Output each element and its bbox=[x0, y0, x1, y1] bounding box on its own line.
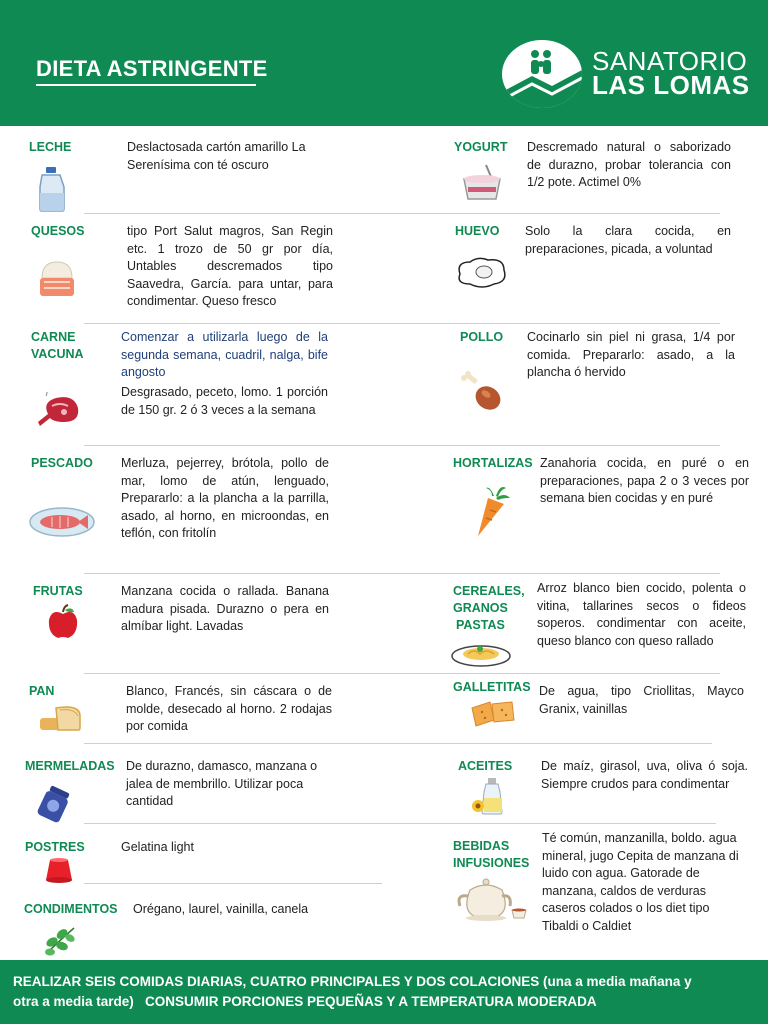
row-divider bbox=[84, 445, 720, 446]
label-galletitas: GALLETITAS bbox=[453, 680, 531, 694]
text-hortalizas: Zanahoria cocida, en puré o en preparaciones, papa 2 o 3 veces por semana bien cocidas y en puré bbox=[540, 456, 749, 505]
label-postres: POSTRES bbox=[25, 840, 85, 854]
label-mermeladas: MERMELADAS bbox=[25, 759, 115, 773]
carrot-icon bbox=[470, 484, 514, 538]
brand-name-line1: SANATORIO bbox=[592, 46, 748, 76]
sanatorio-logo-icon bbox=[502, 40, 582, 108]
row-divider bbox=[84, 573, 720, 574]
chicken-leg-icon bbox=[458, 368, 504, 414]
herbs-icon bbox=[40, 920, 80, 958]
cheese-icon bbox=[34, 256, 80, 302]
label-yogurt: YOGURT bbox=[454, 140, 508, 154]
footer-banner bbox=[0, 960, 768, 1024]
pasta-plate-icon bbox=[450, 638, 512, 668]
apple-icon bbox=[46, 604, 80, 640]
label-pollo: POLLO bbox=[460, 330, 504, 344]
row-divider bbox=[84, 883, 382, 884]
text-cereales: Arroz blanco bien cocido, polenta o vitina, tallarines secos o fideos soperos. condimentar con aceite, queso blanco con queso rallado bbox=[537, 581, 746, 648]
label-cereales: CEREALES, bbox=[453, 584, 525, 598]
oil-bottle-icon bbox=[468, 776, 508, 816]
label-bebidas: BEBIDAS bbox=[453, 839, 510, 853]
text-galletitas: De agua, tipo Criollitas, Mayco Granix, vainillas bbox=[539, 684, 744, 716]
label-leche: LECHE bbox=[29, 140, 72, 154]
label-pescado: PESCADO bbox=[31, 456, 93, 470]
label-quesos: QUESOS bbox=[31, 224, 85, 238]
text-quesos: tipo Port Salut magros, San Regin etc. 1 trozo de 50 gr por día, Untables descremados tipo Saavedra, García. para untar, para condimentar. Queso fresco bbox=[127, 224, 333, 308]
row-divider bbox=[84, 743, 712, 744]
text-aceites: De maíz, girasol, uva, oliva ó soja. Siempre crudos para condimentar bbox=[541, 759, 748, 791]
label-condimentos: CONDIMENTOS bbox=[24, 902, 118, 916]
label-pastas: PASTAS bbox=[456, 618, 505, 632]
label-frutas: FRUTAS bbox=[33, 584, 83, 598]
footer-line-2: otra a media tarde) CONSUMIR PORCIONES PEQUEÑAS Y A TEMPERATURA MODERADA bbox=[13, 994, 597, 1009]
text-leche: Deslactosada cartón amarillo La Serenísima con té oscuro bbox=[127, 140, 306, 172]
fish-plate-icon bbox=[28, 504, 96, 540]
footer-line-1: REALIZAR SEIS COMIDAS DIARIAS, CUATRO PRINCIPALES Y DOS COLACIONES (una a media mañana y bbox=[13, 974, 692, 989]
brand-name-line2: LAS LOMAS bbox=[592, 70, 750, 100]
label-hortalizas: HORTALIZAS bbox=[453, 456, 533, 470]
header-banner bbox=[0, 0, 768, 126]
text-pan: Blanco, Francés, sin cáscara o de molde, desecado al horno. 2 rodajas por comida bbox=[126, 684, 332, 733]
label-pan: PAN bbox=[29, 684, 55, 698]
text-carne-note: Comenzar a utilizarla luego de la segunda semana, cuadril, nalga, bife angosto bbox=[121, 330, 328, 379]
text-yogurt: Descremado natural o saborizado de durazno, probar tolerancia con 1/2 pote. Actimel 0% bbox=[527, 140, 731, 189]
label-vacuna: VACUNA bbox=[31, 347, 84, 361]
yogurt-cup-icon bbox=[458, 163, 506, 203]
crackers-icon bbox=[470, 698, 516, 728]
teapot-icon bbox=[456, 876, 530, 924]
text-mermeladas: De durazno, damasco, manzana o jalea de membrillo. Utilizar poca cantidad bbox=[126, 759, 318, 808]
text-bebidas: Té común, manzanilla, boldo. agua mineral, jugo Cepita de manzana di luido con agua. Gatorade de manzana, caldos de verduras caseros colados o los diet tipo Tibaldi o Caldiet bbox=[542, 831, 739, 933]
text-frutas: Manzana cocida o rallada. Banana madura pisada. Durazno o pera en almíbar light. Lavadas bbox=[121, 584, 329, 633]
text-postres: Gelatina light bbox=[121, 840, 194, 854]
page-title: DIETA ASTRINGENTE bbox=[36, 56, 268, 81]
label-granos: GRANOS bbox=[453, 601, 508, 615]
egg-icon bbox=[454, 254, 510, 290]
text-pollo: Cocinarlo sin piel ni grasa, 1/4 por comida. Prepararlo: asado, a la plancha ó hervido bbox=[527, 330, 735, 379]
text-pescado: Merluza, pejerrey, brótola, pollo de mar, lomo de atún, lenguado, Prepararlo: a la plancha a la parrilla, asado, al horno, en microondas, en teflón, con fritolín bbox=[121, 456, 329, 540]
text-huevo: Solo la clara cocida, en preparaciones, picada, a voluntad bbox=[525, 224, 731, 256]
row-divider bbox=[84, 823, 716, 824]
jelly-icon bbox=[42, 856, 76, 884]
jam-jar-icon bbox=[36, 784, 72, 824]
footer-recommendations bbox=[13, 972, 761, 1012]
label-aceites: ACEITES bbox=[458, 759, 513, 773]
text-condimentos: Orégano, laurel, vainilla, canela bbox=[133, 902, 309, 916]
row-divider bbox=[84, 673, 720, 674]
label-infusiones: INFUSIONES bbox=[453, 856, 530, 870]
bread-icon bbox=[38, 702, 82, 734]
steak-icon bbox=[34, 392, 82, 428]
text-carne: Desgrasado, peceto, lomo. 1 porción de 150 gr. 2 ó 3 veces a la semana bbox=[121, 385, 328, 417]
label-huevo: HUEVO bbox=[455, 224, 500, 238]
row-divider bbox=[84, 323, 720, 324]
row-divider bbox=[84, 213, 720, 214]
label-carne: CARNE bbox=[31, 330, 76, 344]
milk-bottle-icon bbox=[30, 165, 74, 213]
title-underline bbox=[36, 84, 256, 86]
